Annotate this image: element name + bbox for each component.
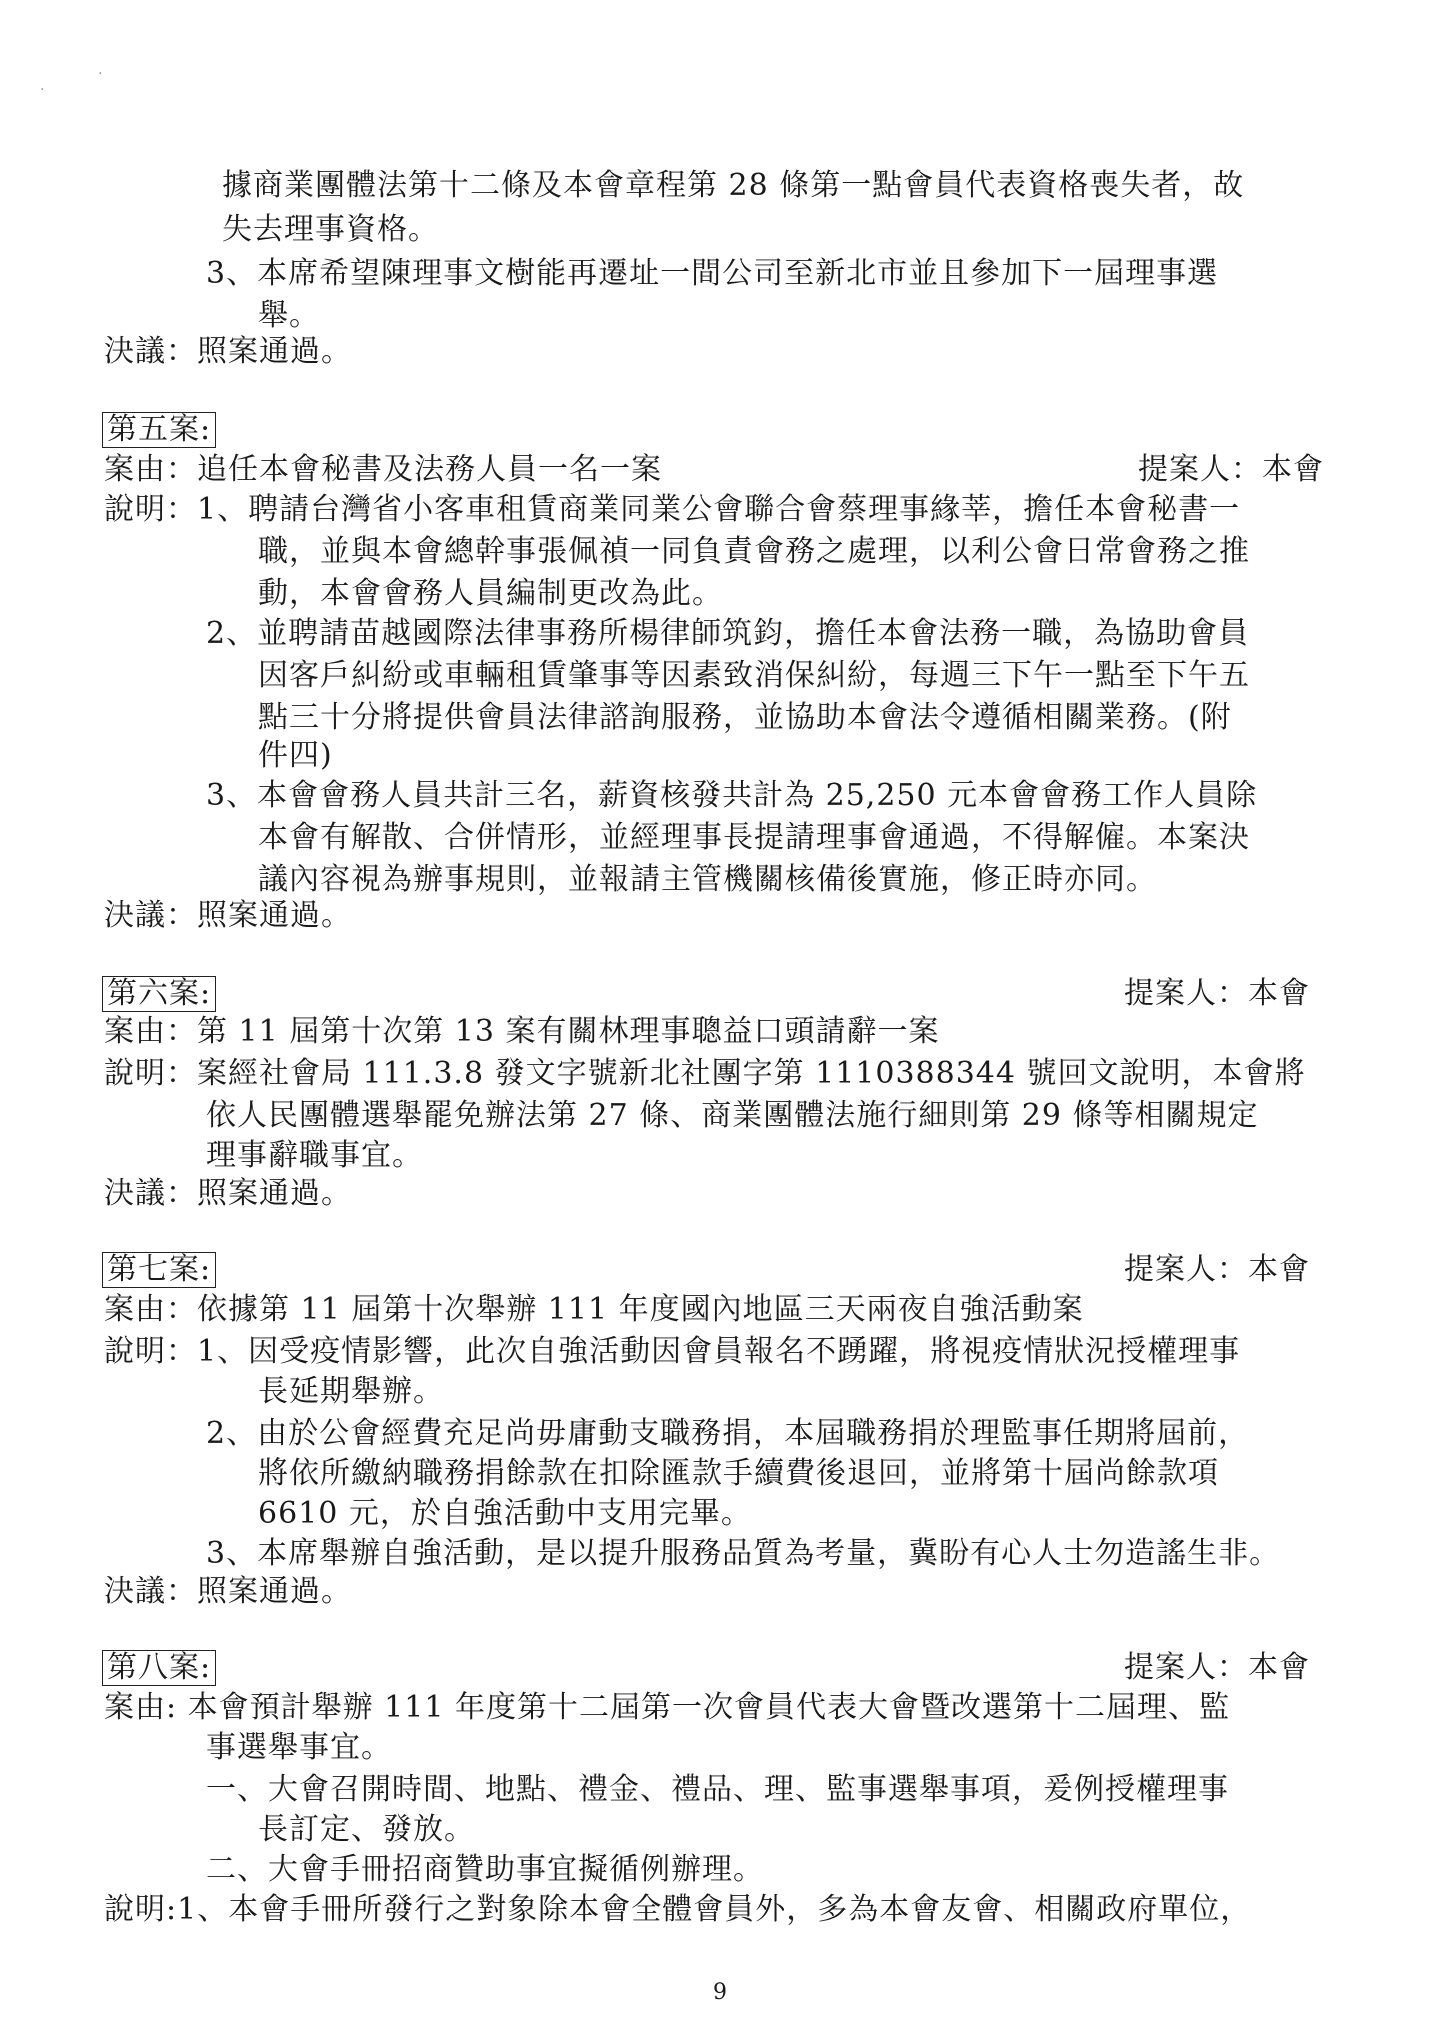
resolution: 決議：照案通過。 (104, 898, 352, 933)
text-line: 舉。 (258, 298, 320, 333)
proposer: 提案人：本會 (1138, 452, 1324, 487)
description-line: 說明:1、本會手冊所發行之對象除本會全體會員外，多為本會友會、相關政府單位， (104, 1892, 1252, 1927)
case-subject: 事選舉事宜。 (206, 1730, 392, 1765)
description-line: 長延期舉辦。 (258, 1374, 444, 1409)
scan-mark: · (40, 82, 45, 98)
list-item: 2、並聘請苗越國際法律事務所楊律師筑鈞，擔任本會法務一職，為協助會員 (206, 616, 1250, 651)
case-subject: 案由: 本會預計舉辦 111 年度第十二屆第一次會員代表大會暨改選第十二屆理、監 (104, 1690, 1230, 1725)
description-line: 件四) (258, 738, 333, 773)
description-line: 說明：1、因受疫情影響，此次自強活動因會員報名不踴躍，將視疫情狀況授權理事 (104, 1334, 1241, 1369)
list-item: 3、本席希望陳理事文樹能再遷址一間公司至新北市並且參加下一屆理事選 (206, 256, 1219, 291)
page-number: 9 (713, 1980, 727, 2005)
proposer: 提案人：本會 (1124, 976, 1310, 1011)
text-line: 失去理事資格。 (222, 212, 439, 247)
resolution: 決議：照案通過。 (104, 1574, 352, 1609)
description-line: 6610 元，於自強活動中支用完畢。 (258, 1496, 752, 1531)
description-line: 點三十分將提供會員法律諮詢服務，並協助本會法令遵循相關業務。(附 (258, 700, 1232, 735)
text-line: 據商業團體法第十二條及本會章程第 28 條第一點會員代表資格喪失者，故 (222, 168, 1245, 203)
case-heading: 第六案: (102, 976, 216, 1012)
scan-mark: · (98, 66, 103, 82)
resolution: 決議：照案通過。 (104, 1176, 352, 1211)
case-heading: 第五案: (102, 412, 216, 448)
resolution: 決議：照案通過。 (104, 334, 352, 369)
list-item: 一、大會召開時間、地點、禮金、禮品、理、監事選舉事項，爰例授權理事 (206, 1772, 1229, 1807)
description-line: 長訂定、發放。 (258, 1812, 475, 1847)
description-line: 議內容視為辦事規則，並報請主管機關核備後實施，修正時亦同。 (258, 862, 1157, 897)
case-heading: 第七案: (102, 1252, 216, 1288)
list-item: 3、本席舉辦自強活動，是以提升服務品質為考量，冀盼有心人士勿造謠生非。 (206, 1536, 1281, 1571)
description-line: 本會有解散、合併情形，並經理事長提請理事會通過，不得解僱。本案決 (258, 820, 1250, 855)
description-line: 說明：案經社會局 111.3.8 發文字號新北社團字第 1110388344 號回文說明，本會將 (104, 1056, 1306, 1091)
description-line: 說明：1、聘請台灣省小客車租賃商業同業公會聯合會蔡理事緣莘，擔任本會秘書一 (104, 492, 1241, 527)
description-line: 職，並與本會總幹事張佩禎一同負責會務之處理，以利公會日常會務之推 (258, 534, 1250, 569)
list-item: 2、由於公會經費充足尚毋庸動支職務捐，本屆職務捐於理監事任期將屆前， (206, 1416, 1250, 1451)
description-line: 動，本會會務人員編制更改為此。 (258, 576, 723, 611)
case-subject: 案由：第 11 屆第十次第 13 案有關林理事聰益口頭請辭一案 (104, 1014, 940, 1049)
description-line: 因客戶糾紛或車輛租賃肇事等因素致消保糾紛，每週三下午一點至下午五 (258, 658, 1250, 693)
description-line: 依人民團體選舉罷免辦法第 27 條、商業團體法施行細則第 29 條等相關規定 (206, 1098, 1259, 1133)
proposer: 提案人：本會 (1124, 1252, 1310, 1287)
case-heading: 第八案: (102, 1650, 216, 1686)
description-line: 將依所繳納職務捐餘款在扣除匯款手續費後退回，並將第十屆尚餘款項 (258, 1456, 1219, 1491)
case-subject: 案由：追任本會秘書及法務人員一名一案 (104, 452, 662, 487)
case-subject: 案由：依據第 11 屆第十次舉辦 111 年度國內地區三天兩夜自強活動案 (104, 1292, 1084, 1327)
list-item: 二、大會手冊招商贊助事宜擬循例辦理。 (206, 1852, 764, 1887)
list-item: 3、本會會務人員共計三名，薪資核發共計為 25,250 元本會會務工作人員除 (206, 778, 1258, 813)
proposer: 提案人：本會 (1124, 1650, 1310, 1685)
description-line: 理事辭職事宜。 (206, 1138, 423, 1173)
